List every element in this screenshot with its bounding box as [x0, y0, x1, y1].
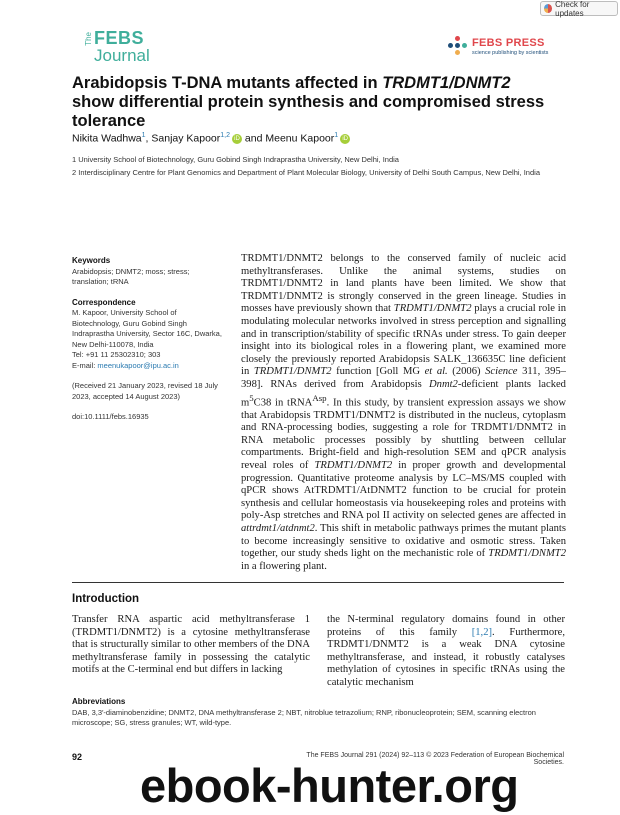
- affiliations: [72, 155, 562, 180]
- logo-febs: FEBS: [94, 28, 145, 48]
- keywords-text: Arabidopsis; DNMT2; moss; stress; translation; tRNA: [72, 266, 190, 286]
- correspondence-email: [72, 361, 222, 372]
- title-part1: Arabidopsis T-DNA mutants affected in: [72, 74, 383, 92]
- article-sidebar: [72, 256, 222, 423]
- logo-the: The: [84, 32, 93, 46]
- febs-press-mark-icon: [448, 36, 468, 56]
- author-3-affiliation: 1: [334, 132, 339, 139]
- article-title: [72, 74, 552, 131]
- footer-citation: The FEBS Journal 291 (2024) 92–113 © 2023 Federation of European Biochemical Societies.: [306, 752, 564, 766]
- orcid-icon[interactable]: iD: [340, 134, 350, 144]
- author-3[interactable]: Meenu Kapoor: [265, 132, 335, 145]
- received-dates: (Received 21 January 2023, revised 18 July 2023, accepted 14 August 2023): [72, 381, 218, 401]
- introduction-heading: Introduction: [72, 593, 140, 605]
- author-1[interactable]: Nikita Wadhwa: [72, 132, 142, 145]
- author-list: [72, 132, 552, 145]
- introduction-column-1: Transfer RNA aspartic acid methyltransferase 1 (TRDMT1/DNMT2) is a cytosine methyltransferase that is structurally similar to other members of the DNA methyltransferase family in possessing the catalytic motifs at the C-terminal end but differs in lacking: [72, 614, 311, 676]
- abbreviations-heading: Abbreviations: [72, 697, 126, 706]
- author-separator: and: [242, 132, 266, 145]
- correspondence-tel: Tel: +91 11 25302310; 303: [72, 350, 161, 359]
- affiliation-1: 1 University School of Biotechnology, Guru Gobind Singh Indraprastha University, New Delhi, India: [72, 155, 399, 164]
- abbreviations: [72, 697, 562, 729]
- reference-link[interactable]: [1,2]: [471, 626, 493, 638]
- page-number: 92: [72, 752, 83, 762]
- press-name: FEBS PRESS: [472, 37, 545, 49]
- febs-press-logo: [448, 34, 558, 64]
- check-for-updates-badge[interactable]: [540, 1, 618, 16]
- update-icon: [544, 4, 552, 13]
- correspondence-heading: Correspondence: [72, 297, 136, 307]
- febs-journal-logo: [84, 30, 154, 70]
- abstract: TRDMT1/DNMT2 belongs to the conserved family of nucleic acid methyltransferases. Unlike the animal systems, studies on TRDMT1/DNMT2 in land plants have been limited. We show that TRDMT1/DNMT2 is strongly conserved in the green lineage. Studies in mosses have previously shown that TRDMT1/DNMT2 plays a crucial role in modulating molecular networks involved in stress perception and signalling and in transcription/stability of specific tRNAs under stress. To gain deeper insight into its biological roles in a flowering plant, we examined more closely the previously reported Arabidopsis SALK_136635C line deficient in TRDMT1/DNMT2 function [Goll MG et al. (2006) Science 311, 395–398]. RNAs derived from Arabidopsis Dnmt2-deficient plants lacked $m^5C38$ in tRNA$^{Asp}$. In this study, by transient expression assays we show that Arabidopsis TRDMT1/DNMT2 is distributed in the nucleus, cytoplasm and RNA-processing bodies, suggesting a role for TRDMT1/DNMT2 in RNA metabolic processes possibly by shuttling between cellular compartments. Bright-field and high-resolution SEM and qPCR analysis reveal roles of TRDMT1/DNMT2 in proper growth and developmental progression. Quantitative proteome analysis by LC–MS/MS coupled with qPCR shows AtTRDMT1/AtDNMT2 function to be crucial for protein synthesis and cellular homeostasis via housekeeping roles and proteins with poly-Asp stretches and RNA pol II activity on selected genes are affected in attrdmt1/atdnmt2. This shift in metabolic pathways primes the mutant plants to become increasingly sensitive to oxidative and osmotic stress. Taken together, our study sheds light on the mechanistic role of TRDMT1/DNMT2 in a flowering plant.: [241, 253, 566, 572]
- author-2-affiliation: 1,2: [220, 132, 231, 139]
- press-tagline: science publishing by scientists: [472, 50, 549, 56]
- author-separator: ,: [145, 132, 152, 145]
- abbreviations-text: DAB, 3,3′-diaminobenzidine; DNMT2, DNA methyltransferase 2; NBT, nitroblue tetrazolium; RNP, ribonucleoprotein; SEM, scanning electron microscope; SG, stress granules; WT, wild-type.: [72, 707, 536, 727]
- introduction-column-2: the N-terminal regulatory domains found in other proteins of this family [1,2]. Furthermore, TRDMT1/DNMT2 is a weak DNA cytosine methyltransferase, and instead, it robustly catalyses methylation of cytosines in specific tRNAs using the catalytic mechanism: [327, 614, 565, 688]
- title-part2: show differential protein synthesis and compromised stress tolerance: [72, 93, 545, 130]
- author-2[interactable]: Sanjay Kapoor: [151, 132, 221, 145]
- affiliation-2: 2 Interdisciplinary Centre for Plant Genomics and Department of Plant Molecular Biology, University of Delhi South Campus, New Delhi, India: [72, 167, 540, 177]
- title-italic: TRDMT1/DNMT2: [382, 74, 511, 92]
- orcid-icon[interactable]: iD: [232, 134, 242, 144]
- correspondence-address: M. Kapoor, University School of Biotechnology, Guru Gobind Singh Indraprastha University, Sector 16C, Dwarka, New Delhi-110078, India: [72, 308, 222, 349]
- doi[interactable]: doi:10.1111/febs.16935: [72, 412, 149, 421]
- logo-journal: Journal: [94, 46, 150, 65]
- email-link[interactable]: meenukapoor@ipu.ac.in: [97, 360, 179, 370]
- email-label: E-mail:: [72, 360, 98, 370]
- section-divider: [72, 582, 564, 583]
- keywords-heading: Keywords: [72, 256, 111, 265]
- author-1-affiliation: 1: [141, 132, 146, 139]
- check-for-updates-label: Check for updates: [555, 0, 590, 18]
- watermark: ebook-hunter.org: [140, 759, 519, 812]
